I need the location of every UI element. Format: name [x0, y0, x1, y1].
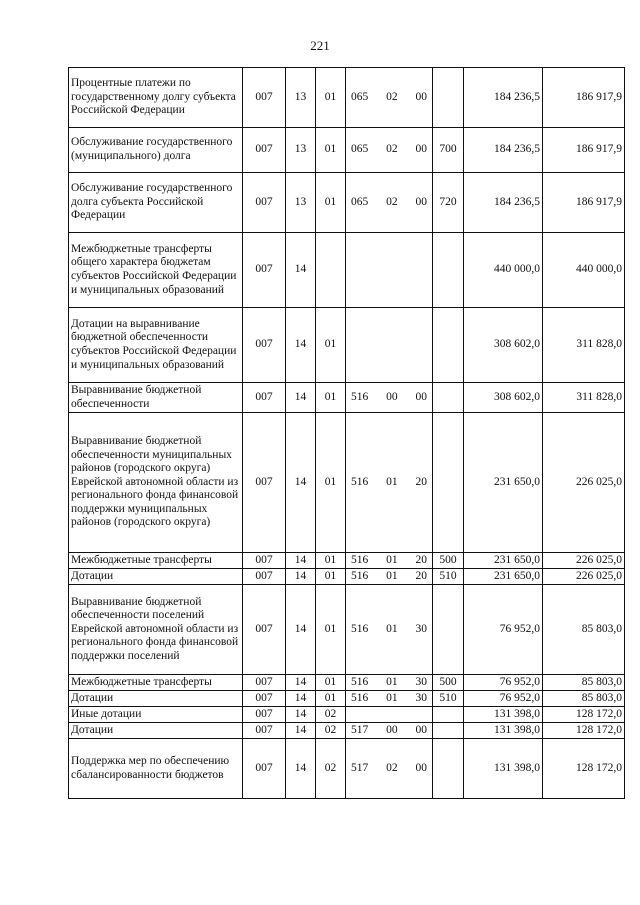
amount-year-1: 131 398,0 — [464, 707, 543, 723]
row-name: Поддержка мер по обеспечению сбалансированности бюджетов — [69, 739, 243, 799]
section-code: 13 — [286, 128, 316, 173]
target-code-part: 30 — [415, 691, 427, 704]
target-code-part: 517 — [351, 761, 369, 774]
ministry-code: 007 — [243, 739, 286, 799]
amount-year-2: 226 025,0 — [543, 413, 625, 553]
subsection-code: 01 — [316, 68, 346, 128]
row-name: Дотации на выравнивание бюджетной обеспеченности субъектов Российской Федерации и муниципальных образований — [69, 308, 243, 383]
amount-year-1: 440 000,0 — [464, 233, 543, 308]
target-code-part: 516 — [351, 691, 369, 704]
row-name: Выравнивание бюджетной обеспеченности — [69, 383, 243, 413]
expense-type-code: 510 — [433, 691, 464, 707]
budget-table — [68, 67, 625, 799]
row-name: Процентные платежи по государственному долгу субъекта Российской Федерации — [69, 68, 243, 128]
table-row — [69, 691, 625, 707]
target-code-part: 065 — [351, 195, 369, 208]
target-code-part: 516 — [351, 390, 369, 403]
amount-year-1: 184 236,5 — [464, 128, 543, 173]
subsection-code: 01 — [316, 173, 346, 233]
table-row — [69, 68, 625, 128]
table-row — [69, 723, 625, 739]
amount-year-2: 85 803,0 — [543, 691, 625, 707]
target-code-part: 516 — [351, 553, 369, 566]
target-code-parts — [348, 724, 430, 738]
target-code-parts — [348, 692, 430, 706]
expense-type-code — [433, 308, 464, 383]
section-code: 13 — [286, 173, 316, 233]
amount-year-1: 184 236,5 — [464, 173, 543, 233]
target-code-parts — [348, 476, 430, 490]
target-code — [346, 173, 433, 233]
row-name: Дотации — [69, 723, 243, 739]
target-code-part: 00 — [415, 723, 427, 736]
section-code: 14 — [286, 585, 316, 675]
subsection-code: 02 — [316, 707, 346, 723]
target-code-parts — [348, 570, 430, 584]
target-code-part: 01 — [386, 622, 398, 635]
amount-year-2: 85 803,0 — [543, 585, 625, 675]
row-name: Выравнивание бюджетной обеспеченности муниципальных районов (городского округа) Еврейской автономной области из регионального фонда финансовой поддержки муниципальных районов (городского округа) — [69, 413, 243, 553]
row-name: Выравнивание бюджетной обеспеченности поселений Еврейской автономной области из регионального фонда финансовой поддержки поселений — [69, 585, 243, 675]
target-code-part: 516 — [351, 622, 369, 635]
target-code-part: 516 — [351, 475, 369, 488]
target-code — [346, 233, 433, 308]
target-code-part: 517 — [351, 723, 369, 736]
target-code — [346, 553, 433, 569]
amount-year-2: 128 172,0 — [543, 723, 625, 739]
expense-type-code — [433, 585, 464, 675]
target-code-part: 30 — [415, 622, 427, 635]
row-name: Дотации — [69, 569, 243, 585]
target-code-part: 065 — [351, 143, 369, 156]
subsection-code: 02 — [316, 739, 346, 799]
ministry-code: 007 — [243, 173, 286, 233]
expense-type-code — [433, 413, 464, 553]
subsection-code: 01 — [316, 308, 346, 383]
row-name: Дотации — [69, 691, 243, 707]
row-name: Межбюджетные трансферты общего характера бюджетам субъектов Российской Федерации и муниципальных образований — [69, 233, 243, 308]
target-code-part: 01 — [386, 675, 398, 688]
target-code-parts — [348, 623, 430, 637]
ministry-code: 007 — [243, 68, 286, 128]
target-code-parts — [348, 554, 430, 568]
ministry-code: 007 — [243, 585, 286, 675]
subsection-code: 01 — [316, 553, 346, 569]
target-code-part: 02 — [386, 761, 398, 774]
section-code: 14 — [286, 413, 316, 553]
amount-year-1: 184 236,5 — [464, 68, 543, 128]
amount-year-1: 231 650,0 — [464, 553, 543, 569]
expense-type-code — [433, 739, 464, 799]
target-code-part: 01 — [386, 553, 398, 566]
table-row — [69, 128, 625, 173]
row-name: Иные дотации — [69, 707, 243, 723]
expense-type-code — [433, 707, 464, 723]
table-row — [69, 383, 625, 413]
expense-type-code: 700 — [433, 128, 464, 173]
target-code — [346, 691, 433, 707]
target-code-parts — [348, 676, 430, 690]
amount-year-2: 128 172,0 — [543, 739, 625, 799]
amount-year-2: 186 917,9 — [543, 68, 625, 128]
expense-type-code — [433, 723, 464, 739]
target-code-part: 20 — [415, 569, 427, 582]
subsection-code: 01 — [316, 413, 346, 553]
ministry-code: 007 — [243, 553, 286, 569]
target-code-part: 20 — [415, 553, 427, 566]
row-name: Межбюджетные трансферты — [69, 553, 243, 569]
amount-year-1: 131 398,0 — [464, 723, 543, 739]
amount-year-2: 186 917,9 — [543, 173, 625, 233]
subsection-code: 01 — [316, 569, 346, 585]
expense-type-code — [433, 68, 464, 128]
amount-year-1: 76 952,0 — [464, 585, 543, 675]
target-code-part: 00 — [415, 195, 427, 208]
target-code-part: 02 — [386, 143, 398, 156]
row-name: Обслуживание государственного долга субъекта Российской Федерации — [69, 173, 243, 233]
section-code: 14 — [286, 383, 316, 413]
subsection-code — [316, 233, 346, 308]
target-code-part: 01 — [386, 691, 398, 704]
target-code — [346, 569, 433, 585]
ministry-code: 007 — [243, 691, 286, 707]
target-code-part: 00 — [386, 390, 398, 403]
target-code-parts — [348, 762, 430, 776]
ministry-code: 007 — [243, 569, 286, 585]
section-code: 14 — [286, 308, 316, 383]
target-code — [346, 739, 433, 799]
target-code-part: 065 — [351, 90, 369, 103]
table-row — [69, 173, 625, 233]
expense-type-code — [433, 233, 464, 308]
section-code: 14 — [286, 553, 316, 569]
table-row — [69, 739, 625, 799]
expense-type-code: 500 — [433, 553, 464, 569]
target-code — [346, 68, 433, 128]
subsection-code: 01 — [316, 691, 346, 707]
amount-year-1: 76 952,0 — [464, 691, 543, 707]
subsection-code: 01 — [316, 383, 346, 413]
ministry-code: 007 — [243, 308, 286, 383]
amount-year-2: 186 917,9 — [543, 128, 625, 173]
section-code: 14 — [286, 707, 316, 723]
target-code — [346, 707, 433, 723]
table-row — [69, 553, 625, 569]
target-code-part: 00 — [415, 761, 427, 774]
amount-year-2: 85 803,0 — [543, 675, 625, 691]
amount-year-1: 231 650,0 — [464, 413, 543, 553]
expense-type-code: 720 — [433, 173, 464, 233]
row-name: Межбюджетные трансферты — [69, 675, 243, 691]
expense-type-code: 510 — [433, 569, 464, 585]
ministry-code: 007 — [243, 128, 286, 173]
target-code-parts — [348, 196, 430, 210]
section-code: 14 — [286, 675, 316, 691]
target-code-part: 516 — [351, 675, 369, 688]
target-code — [346, 585, 433, 675]
expense-type-code: 500 — [433, 675, 464, 691]
target-code-part: 02 — [386, 195, 398, 208]
target-code — [346, 675, 433, 691]
target-code-part: 30 — [415, 675, 427, 688]
amount-year-2: 311 828,0 — [543, 308, 625, 383]
target-code — [346, 128, 433, 173]
amount-year-2: 440 000,0 — [543, 233, 625, 308]
target-code-part: 00 — [386, 723, 398, 736]
expense-type-code — [433, 383, 464, 413]
ministry-code: 007 — [243, 233, 286, 308]
amount-year-2: 311 828,0 — [543, 383, 625, 413]
amount-year-2: 226 025,0 — [543, 569, 625, 585]
section-code: 14 — [286, 569, 316, 585]
target-code — [346, 383, 433, 413]
table-body — [69, 68, 625, 799]
target-code-parts — [348, 143, 430, 157]
target-code-part: 02 — [386, 90, 398, 103]
target-code-part: 00 — [415, 143, 427, 156]
target-code-part: 00 — [415, 90, 427, 103]
table-row — [69, 569, 625, 585]
subsection-code: 02 — [316, 723, 346, 739]
ministry-code: 007 — [243, 383, 286, 413]
amount-year-2: 226 025,0 — [543, 553, 625, 569]
ministry-code: 007 — [243, 413, 286, 553]
target-code-parts — [348, 391, 430, 405]
table-row — [69, 413, 625, 553]
ministry-code: 007 — [243, 675, 286, 691]
target-code — [346, 413, 433, 553]
ministry-code: 007 — [243, 707, 286, 723]
ministry-code: 007 — [243, 723, 286, 739]
table-row — [69, 675, 625, 691]
row-name: Обслуживание государственного (муниципального) долга — [69, 128, 243, 173]
subsection-code: 01 — [316, 585, 346, 675]
subsection-code: 01 — [316, 675, 346, 691]
section-code: 13 — [286, 68, 316, 128]
target-code-part: 00 — [415, 390, 427, 403]
amount-year-1: 308 602,0 — [464, 383, 543, 413]
page-number: 221 — [310, 38, 330, 53]
amount-year-2: 128 172,0 — [543, 707, 625, 723]
target-code-part: 01 — [386, 569, 398, 582]
section-code: 14 — [286, 723, 316, 739]
subsection-code: 01 — [316, 128, 346, 173]
table-row — [69, 308, 625, 383]
section-code: 14 — [286, 739, 316, 799]
target-code-parts — [348, 91, 430, 105]
section-code: 14 — [286, 691, 316, 707]
table-row — [69, 233, 625, 308]
amount-year-1: 308 602,0 — [464, 308, 543, 383]
table-row — [69, 585, 625, 675]
section-code: 14 — [286, 233, 316, 308]
amount-year-1: 231 650,0 — [464, 569, 543, 585]
target-code-part: 01 — [386, 475, 398, 488]
target-code — [346, 308, 433, 383]
table-row — [69, 707, 625, 723]
amount-year-1: 76 952,0 — [464, 675, 543, 691]
target-code — [346, 723, 433, 739]
amount-year-1: 131 398,0 — [464, 739, 543, 799]
target-code-part: 516 — [351, 569, 369, 582]
target-code-part: 20 — [415, 475, 427, 488]
